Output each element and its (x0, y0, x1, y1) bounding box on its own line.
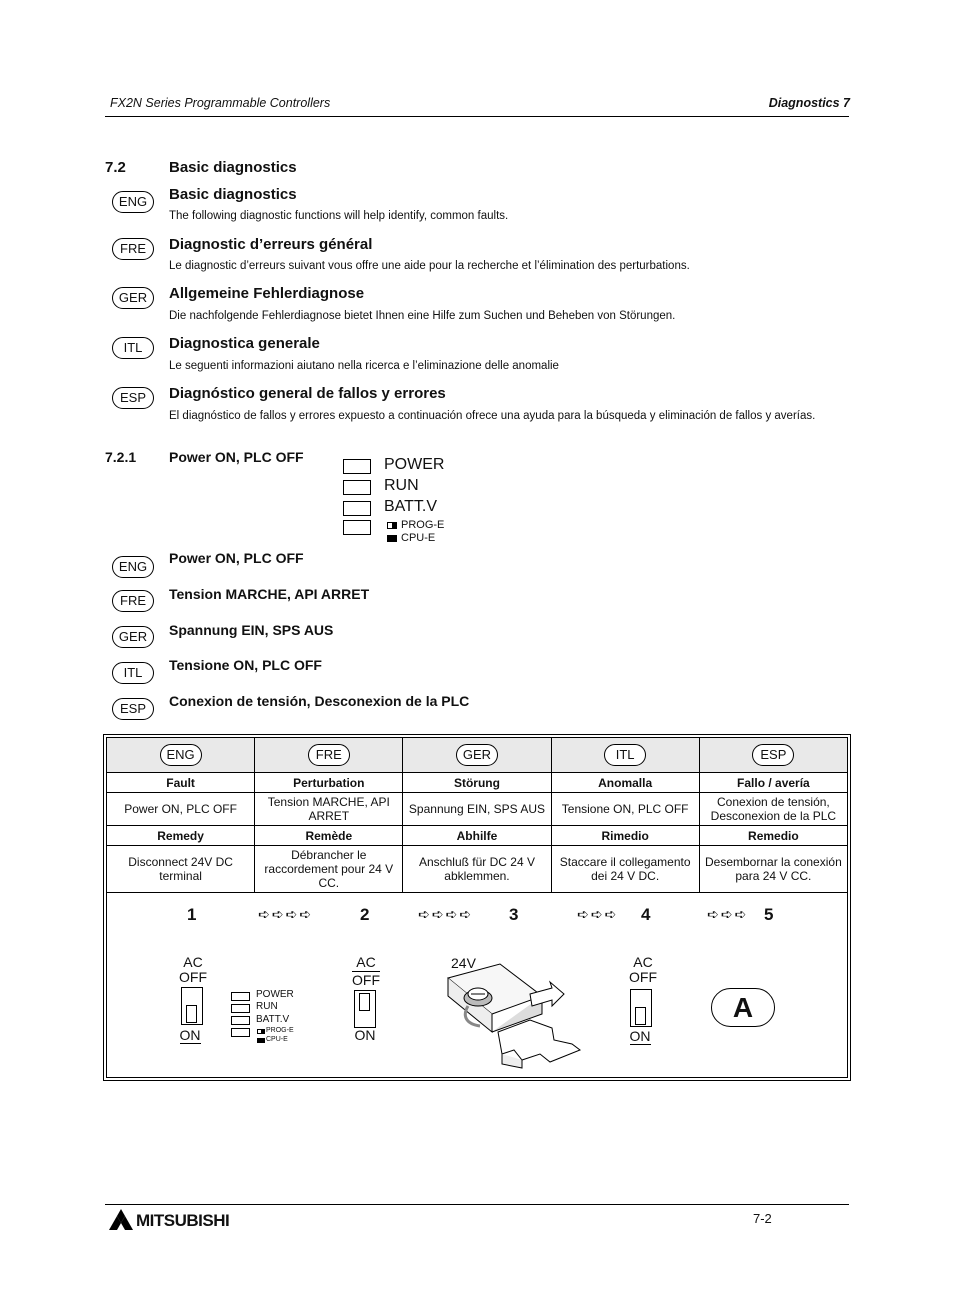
step-arrows-icon: ➪➪➪➪ (258, 906, 313, 922)
trans-badge-ger: GER (112, 626, 154, 648)
switch-on-text: ON (629, 1028, 651, 1044)
lang-badge-itl: ITL (112, 337, 154, 359)
trans-badge-eng: ENG (112, 556, 154, 578)
table-row (107, 846, 848, 893)
switch-off-label (346, 972, 386, 988)
lang-text-esp: El diagnóstico de fallos y errores expuesto a continuación ofrece una ayuda para la búsqueda y eliminación de fallos y averías. (169, 410, 816, 422)
fault-label: Fault (107, 773, 255, 793)
step-number-5: 5 (764, 905, 774, 924)
step-number-3: 3 (509, 905, 519, 924)
switch-on-label (620, 1028, 660, 1044)
remedy-label: Remède (255, 826, 403, 846)
section-number: 7.2 (105, 159, 126, 176)
step-arrows-icon: ➪➪➪ (707, 906, 749, 922)
step-number-1: 1 (187, 905, 197, 924)
remedy-value: Disconnect 24V DC terminal (107, 846, 255, 893)
switch-off-label: OFF (629, 969, 657, 985)
led-label-batt: BATT.V (384, 498, 438, 515)
table-lang-badge: GER (456, 744, 498, 766)
switch-ac-label: AC (356, 954, 376, 970)
circle-a-icon: A (711, 988, 775, 1027)
fault-value: Spannung EIN, SPS AUS (403, 793, 551, 826)
terminal-label: 24V (451, 955, 476, 971)
mini-led-label-cpu-e: CPU-E (266, 1036, 288, 1043)
table-cell (107, 738, 255, 773)
prog-e-indicator-icon (387, 522, 397, 529)
table-cell (699, 738, 847, 773)
fault-value: Conexion de tensión, Desconexion de la PLC (699, 793, 847, 826)
table-row (107, 793, 848, 826)
section-title: Basic diagnostics (169, 159, 297, 176)
table-row (107, 773, 848, 793)
table-lang-badge: ITL (604, 744, 646, 766)
switch-off-label: OFF (179, 969, 207, 985)
switch-body (181, 987, 203, 1025)
remedy-value: Anschluß für DC 24 V abklemmen. (403, 846, 551, 893)
trans-text-eng: Power ON, PLC OFF (169, 550, 304, 566)
table-lang-badge: ESP (752, 744, 794, 766)
step-arrows-icon: ➪➪➪ (577, 906, 619, 922)
switch-body (354, 990, 376, 1028)
trans-text-itl: Tensione ON, PLC OFF (169, 657, 322, 673)
table-row (107, 826, 848, 846)
fault-value: Tensione ON, PLC OFF (551, 793, 699, 826)
fault-label: Anomalla (551, 773, 699, 793)
fault-label: Fallo / avería (699, 773, 847, 793)
remedy-value: Staccare il collegamento dei 24 V DC. (551, 846, 699, 893)
led-run (343, 480, 371, 495)
trans-text-esp: Conexion de tensión, Desconexion de la PLC (169, 693, 470, 709)
switch-on-text: ON (179, 1027, 201, 1043)
table-cell (255, 738, 403, 773)
terminal-disconnect-icon (440, 956, 590, 1070)
remedy-label: Remedio (699, 826, 847, 846)
switch-off-text: OFF (352, 972, 380, 988)
lang-badge-esp: ESP (112, 387, 154, 409)
switch-on-label: ON (354, 1027, 376, 1043)
lang-title-eng: Basic diagnostics (169, 186, 297, 203)
trans-badge-itl: ITL (112, 662, 154, 684)
lang-text-eng: The following diagnostic functions will help identify, common faults. (169, 210, 509, 222)
step-number-4: 4 (641, 905, 651, 924)
lang-title-ger: Allgemeine Fehlerdiagnose (169, 285, 365, 302)
led-batt (343, 501, 371, 516)
remedy-label: Abhilfe (403, 826, 551, 846)
remedy-value: Débrancher le raccordement pour 24 V CC. (255, 846, 403, 893)
remedy-value: Desembornar la conexión para 24 V CC. (699, 846, 847, 893)
table-cell (551, 738, 699, 773)
led-label-prog-e: PROG-E (401, 519, 445, 531)
remedy-label: Remedy (107, 826, 255, 846)
trans-text-ger: Spannung EIN, SPS AUS (169, 622, 334, 638)
footer-rule (105, 1204, 849, 1205)
switch-lever (359, 993, 370, 1011)
table-cell (403, 738, 551, 773)
fault-value: Power ON, PLC OFF (107, 793, 255, 826)
footer-brand: MITSUBISHI (136, 1211, 230, 1230)
switch-ac-label: AC (183, 954, 203, 970)
subsection-number: 7.2.1 (105, 449, 137, 465)
mini-led-run (231, 1004, 250, 1013)
table-lang-badge: ENG (160, 744, 202, 766)
mini-led-power (231, 992, 250, 1001)
trans-text-fre: Tension MARCHE, API ARRET (169, 586, 370, 602)
remedy-label: Rimedio (551, 826, 699, 846)
mini-led-label-prog-e: PROG-E (266, 1027, 294, 1034)
lang-title-esp: Diagnóstico general de fallos y errores (169, 385, 446, 402)
mini-cpu-e-icon (257, 1038, 265, 1043)
switch-lever (635, 1007, 646, 1025)
switch-body (630, 989, 652, 1027)
diagnostic-table (106, 737, 848, 893)
header-title: FX2N Series Programmable Controllers (110, 96, 331, 110)
lang-title-fre: Diagnostic d’erreurs général (169, 236, 373, 253)
lang-text-itl: Le seguenti informazioni aiutano nella ricerca e l’eliminazione delle anomalie (169, 360, 559, 372)
mini-prog-e-icon (257, 1029, 265, 1034)
header-rule (105, 116, 849, 117)
lang-text-ger: Die nachfolgende Fehlerdiagnose bietet Ihnen eine Hilfe zum Suchen und Beheben von Störungen. (169, 310, 676, 322)
fault-label: Perturbation (255, 773, 403, 793)
mini-led-error (231, 1028, 250, 1037)
led-label-run: RUN (384, 477, 419, 494)
lang-text-fre: Le diagnostic d’erreurs suivant vous offre une aide pour la recherche et l’élimination des perturbations. (169, 260, 690, 272)
step-number-2: 2 (360, 905, 370, 924)
switch-lever (186, 1005, 197, 1023)
switch-ac-label: AC (633, 954, 653, 970)
fault-label: Störung (403, 773, 551, 793)
mini-led-label-run: RUN (256, 1001, 278, 1012)
lang-badge-eng: ENG (112, 191, 154, 213)
subsection-title: Power ON, PLC OFF (169, 449, 304, 465)
trans-badge-fre: FRE (112, 590, 154, 612)
mini-led-label-power: POWER (256, 989, 294, 1000)
mitsubishi-logo-icon (108, 1209, 134, 1231)
mini-led-label-batt: BATT.V (256, 1014, 290, 1025)
footer-page-number: 7-2 (753, 1211, 772, 1226)
header-chapter: Diagnostics 7 (768, 96, 850, 110)
cpu-e-indicator-icon (387, 535, 397, 542)
table-header-row (107, 738, 848, 773)
lang-badge-fre: FRE (112, 238, 154, 260)
led-label-cpu-e: CPU-E (401, 532, 436, 544)
table-lang-badge: FRE (308, 744, 350, 766)
led-power (343, 459, 371, 474)
led-error (343, 520, 371, 535)
fault-value: Tension MARCHE, API ARRET (255, 793, 403, 826)
step-arrows-icon: ➪➪➪➪ (418, 906, 473, 922)
trans-badge-esp: ESP (112, 698, 154, 720)
lang-badge-ger: GER (112, 287, 154, 309)
led-label-power: POWER (384, 456, 445, 473)
lang-title-itl: Diagnostica generale (169, 335, 320, 352)
switch-on-label (170, 1027, 210, 1043)
mini-led-batt (231, 1016, 250, 1025)
